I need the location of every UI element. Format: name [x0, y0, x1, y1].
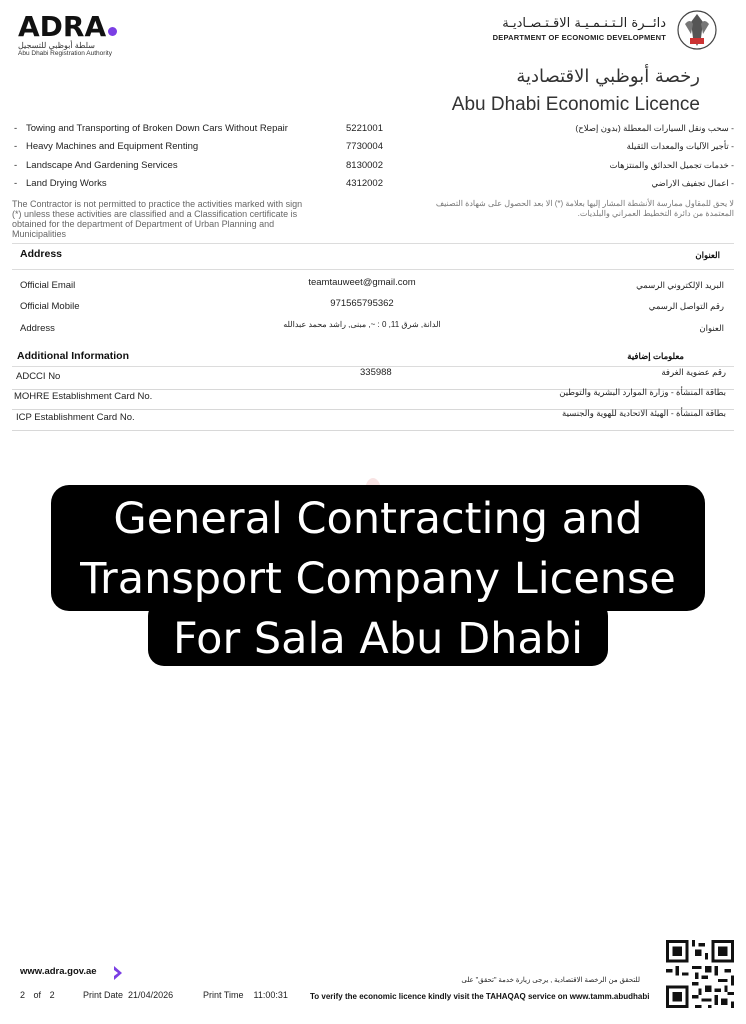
print-time — [203, 990, 288, 1000]
address-row — [12, 277, 724, 300]
abu-dhabi-emblem-icon — [676, 8, 718, 54]
additional-info-label-arabic: رقم عضوية الغرفة — [661, 367, 726, 377]
activity-code: 7730004 — [346, 141, 383, 152]
activity-name: Towing and Transporting of Broken Down Cars Without Repair — [26, 123, 288, 134]
banner-line-1: General Contracting and — [113, 494, 643, 544]
activity-dash: - — [14, 178, 18, 189]
activity-name-arabic: - سحب ونقل السيارات المعطلة (بدون إصلاح) — [575, 123, 734, 133]
additional-info-section-title: Additional Information — [17, 350, 129, 362]
activity-row — [14, 178, 734, 196]
activity-name: Landscape And Gardening Services — [26, 160, 178, 171]
print-time-value: 11:00:31 — [253, 990, 288, 1000]
adra-wordmark: ADRA — [18, 10, 107, 43]
verify-note-arabic: للتحقق من الرخصة الاقتصادية , يرجى زيارة خدمة "تحقق" على — [461, 977, 640, 984]
activity-code: 8130002 — [346, 160, 383, 171]
activity-name-arabic: - اعمال تجفيف الاراضي — [651, 178, 734, 188]
page-indicator — [20, 990, 61, 1000]
activity-name: Land Drying Works — [26, 178, 107, 189]
address-row — [12, 320, 724, 343]
banner-line-2: Transport Company License — [80, 554, 676, 604]
additional-info-section-title-arabic: معلومات إضافية — [627, 351, 684, 361]
address-row-label-arabic: العنوان — [699, 323, 724, 333]
ded-arabic-name: دائــرة الـتـنـمـيـة الاقـتـصـاديـة — [502, 16, 666, 31]
address-row-label-arabic: رقم التواصل الرسمي — [648, 301, 724, 311]
official-mobile-value: 971565795362 — [330, 298, 394, 309]
additional-info-label: ICP Establishment Card No. — [16, 412, 135, 423]
page-current: 2 — [20, 990, 26, 1000]
banner-line-3: For Sala Abu Dhabi — [172, 614, 584, 664]
address-section-title-arabic: العنوان — [695, 250, 720, 260]
print-date-value: 21/04/2026 — [128, 990, 174, 1000]
activity-row — [14, 160, 734, 178]
additional-info-row — [12, 408, 734, 431]
address-row — [12, 298, 724, 321]
licence-title-arabic: رخصة أبوظبي الاقتصادية — [516, 66, 700, 87]
additional-info-label: MOHRE Establishment Card No. — [14, 391, 153, 402]
additional-info-row — [12, 387, 734, 410]
page-of: of — [33, 990, 42, 1000]
activity-dash: - — [14, 160, 18, 171]
adra-dot-icon — [108, 27, 117, 36]
additional-info-label: ADCCI No — [16, 371, 61, 382]
adra-arabic-name: سلطة أبوظبي للتسجيل — [18, 41, 95, 50]
address-row-label: Official Mobile — [20, 301, 80, 312]
contractor-note: The Contractor is not permitted to practice the activities marked with sign (*) unless these activities are classified and a Classification certificate is obtained for the department of Department of Urban Planning and Municipalities — [12, 199, 303, 239]
official-email-value: teamtauweet@gmail.com — [308, 277, 416, 288]
chevron-right-icon — [112, 965, 124, 981]
ded-name-block — [493, 16, 666, 42]
activity-code: 5221001 — [346, 123, 383, 134]
activity-dash: - — [14, 141, 18, 152]
activity-row — [14, 141, 734, 159]
address-row-label: Address — [20, 323, 55, 334]
activity-name-arabic: - خدمات تجميل الحدائق والمنتزهات — [609, 160, 734, 170]
additional-info-label-arabic: بطاقة المنشأة - الهيئة الاتحادية للهوية والجنسية — [562, 408, 726, 418]
activity-name: Heavy Machines and Equipment Renting — [26, 141, 199, 152]
adra-logo — [18, 10, 117, 57]
qr-code-icon — [666, 940, 734, 1008]
section-divider — [12, 243, 734, 244]
section-divider — [12, 269, 734, 270]
licence-title: Abu Dhabi Economic Licence — [451, 94, 700, 115]
print-time-label: Print Time — [203, 990, 244, 1000]
activity-row — [14, 123, 734, 141]
address-section-title: Address — [20, 248, 63, 260]
address-value: الدانة, شرق 11, 0 : ~, مبنى, راشد محمد عبدالله — [283, 320, 441, 329]
adra-subtitle: Abu Dhabi Registration Authority — [18, 50, 112, 57]
additional-info-label-arabic: بطاقة المنشأة - وزارة الموارد البشرية والتوطين — [559, 387, 726, 397]
overlay-banner — [51, 489, 705, 669]
verify-note: To verify the economic licence kindly visit the TAHAQAQ service on www.tamm.abudhabi — [310, 992, 650, 1001]
address-row-label: Official Email — [20, 280, 76, 291]
ded-english-name: DEPARTMENT OF ECONOMIC DEVELOPMENT — [492, 33, 666, 42]
print-date — [83, 990, 173, 1000]
activity-dash: - — [14, 123, 18, 134]
activity-code: 4312002 — [346, 178, 383, 189]
activity-name-arabic: - تأجير الآليات والمعدات الثقيلة — [626, 141, 734, 151]
contractor-note-arabic: لا يحق للمقاول ممارسة الأنشطة المشار إليها بعلامة (*) الا بعد الحصول على شهادة التصنيف المعتمدة من دائرة التخطيط العمراني والبلديات. — [435, 199, 734, 218]
adra-website-link[interactable]: www.adra.gov.ae — [20, 966, 97, 977]
adcci-number-value: 335988 — [360, 367, 392, 378]
address-row-label-arabic: البريد الإلكتروني الرسمي — [636, 280, 724, 290]
print-date-label: Print Date — [83, 990, 124, 1000]
page-total: 2 — [49, 990, 55, 1000]
